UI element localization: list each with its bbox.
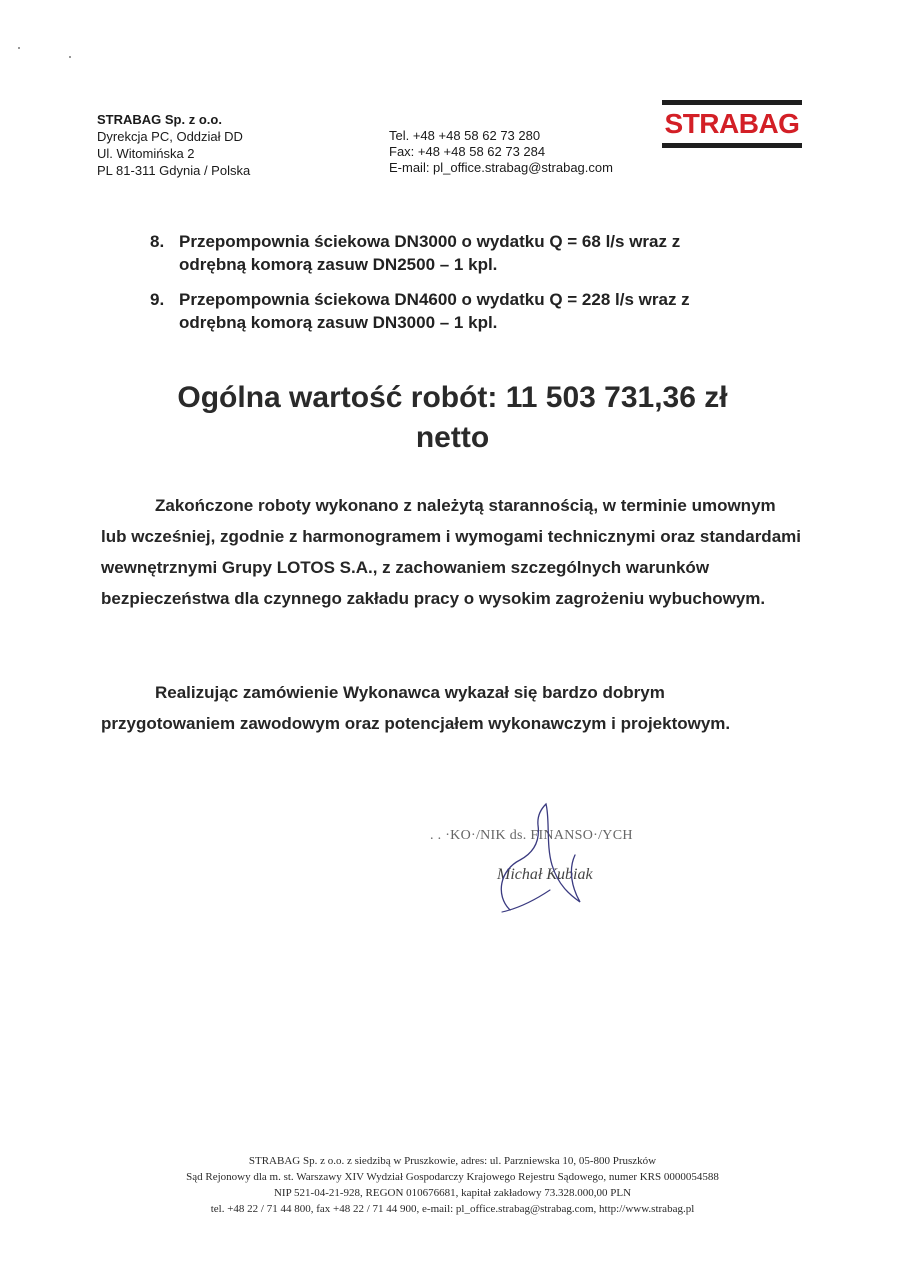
list-item — [150, 230, 750, 276]
total-value-heading — [80, 378, 825, 458]
stamp-title: . . ·KO·/NIK ds. FINANSO·/YCH — [430, 828, 633, 843]
paragraph-assessment — [101, 677, 801, 739]
total-line-1: Ogólna wartość robót: 11 503 731,36 zł — [177, 381, 728, 414]
total-line-2: netto — [415, 421, 490, 454]
scan-speck — [18, 47, 20, 49]
footer-line: tel. +48 22 / 71 44 800, fax +48 22 / 71 44 900, e-mail: pl_office.strabag@strabag.com, http://www.strabag.pl — [210, 1203, 695, 1215]
contact-fax: Fax: +48 +48 58 62 73 284 — [389, 144, 546, 159]
company-footer — [120, 1153, 785, 1217]
footer-line: NIP 521-04-21-928, REGON 010676681, kapitał zakładowy 73.328.000,00 PLN — [273, 1187, 632, 1199]
footer-line: STRABAG Sp. z o.o. z siedzibą w Pruszkowie, adres: ul. Parzniewska 10, 05-800 Pruszków — [248, 1155, 657, 1167]
contact-info — [389, 128, 613, 176]
scan-speck — [69, 56, 71, 58]
contact-tel: Tel. +48 +48 58 62 73 280 — [389, 128, 541, 143]
item-text: Przepompownia ściekowa DN3000 o wydatku Q = 68 l/s wraz z odrębną komorą zasuw DN2500 – 1 kpl. — [179, 232, 681, 274]
strabag-logo — [662, 100, 802, 148]
sender-company: STRABAG Sp. z o.o. — [97, 112, 222, 127]
item-list — [150, 230, 750, 346]
paragraph-assessment-text: Realizując zamówienie Wykonawca wykazał się bardzo dobrym przygotowaniem zawodowym oraz potencjałem wykonawczym i projektowym. — [101, 683, 731, 733]
stamp-name: Michał Kubiak — [497, 866, 593, 883]
paragraph-quality-text: Zakończone roboty wykonano z należytą starannością, w terminie umownym lub wcześniej, zgodnie z harmonogramem i wymogami technicznymi oraz standardami wewnętrznymi Grupy LOTOS S.A., z zachowaniem szczególnych warunków bezpieczeństwa dla czynnego zakładu pracy o wysokim zagrożeniu wybuchowym. — [101, 496, 801, 608]
sender-city: PL 81-311 Gdynia / Polska — [97, 163, 251, 178]
item-text: Przepompownia ściekowa DN4600 o wydatku Q = 228 l/s wraz z odrębną komorą zasuw DN3000 – 1 kpl. — [179, 290, 690, 332]
sender-address — [97, 111, 250, 179]
footer-line: Sąd Rejonowy dla m. st. Warszawy XIV Wydział Gospodarczy Krajowego Rejestru Sądowego, numer KRS 0000054588 — [186, 1171, 719, 1183]
list-item — [150, 288, 750, 334]
item-number: 9. — [150, 290, 165, 309]
item-number: 8. — [150, 232, 165, 251]
logo-bar-bottom — [662, 143, 802, 148]
contact-email: E-mail: pl_office.strabag@strabag.com — [389, 160, 613, 175]
sender-department: Dyrekcja PC, Oddział DD — [97, 129, 243, 144]
sender-street: Ul. Witomińska 2 — [97, 146, 195, 161]
paragraph-quality — [101, 490, 801, 614]
logo-bar-top — [662, 100, 802, 105]
handwritten-signature — [480, 800, 620, 920]
logo-wordmark: STRABAG — [664, 108, 800, 139]
